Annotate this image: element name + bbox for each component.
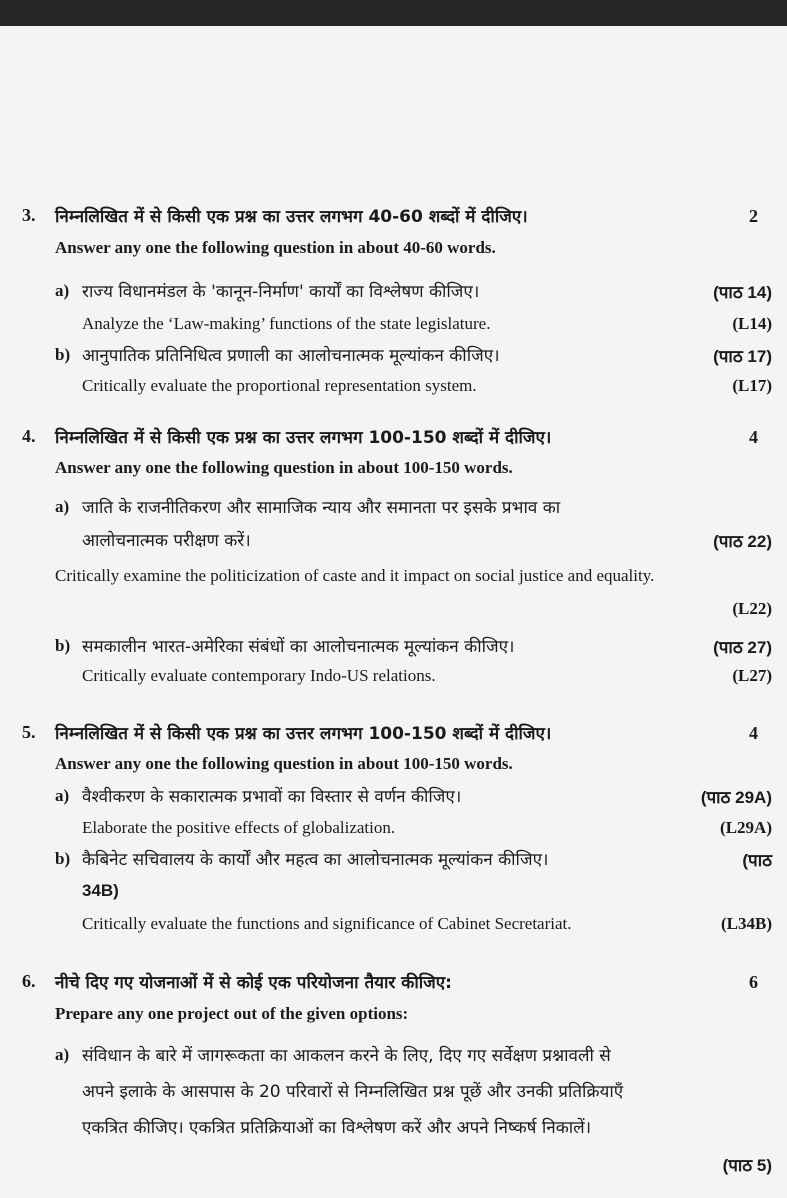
question-3-number: 3. (22, 205, 36, 225)
question-3-heading-hindi: निम्नलिखित में से किसी एक प्रश्न का उत्तर लगभग 40-60 शब्दों में दीजिए। (55, 207, 528, 227)
q6-option-a-hindi-line3: एकत्रित कीजिए। एकत्रित प्रतिक्रियाओं का विश्लेषण करें और अपने निष्कर्ष निकालें। (82, 1118, 592, 1138)
q3-option-a-english: Analyze the ‘Law-making’ functions of the state legislature. (82, 314, 491, 333)
top-dark-band (0, 0, 787, 26)
q3-option-b-ref-hindi: (पाठ 17) (713, 347, 772, 366)
q3-option-b-label: b) (55, 345, 71, 364)
question-6-heading-english: Prepare any one project out of the given options: (55, 1004, 409, 1023)
question-5-marks: 4 (749, 723, 758, 743)
question-4-number: 4. (22, 426, 36, 446)
q4-option-a-english: Critically examine the politicization of caste and it impact on social justice and equality. (55, 566, 655, 585)
q5-option-b-english: Critically evaluate the functions and significance of Cabinet Secretariat. (82, 914, 572, 933)
question-3-marks: 2 (749, 206, 758, 226)
q5-option-b-hindi: कैबिनेट सचिवालय के कार्यों और महत्व का आलोचनात्मक मूल्यांकन कीजिए। (82, 850, 549, 870)
q6-option-a-label: a) (55, 1045, 70, 1064)
q5-option-a-ref-hindi: (पाठ 29A) (700, 788, 772, 807)
q3-option-b-english: Critically evaluate the proportional representation system. (82, 376, 477, 395)
q4-option-a-hindi-line2: आलोचनात्मक परीक्षण करें। (82, 531, 251, 551)
question-6-number: 6. (22, 971, 36, 991)
q5-option-b-ref-english: (L34B) (721, 914, 772, 933)
question-6-heading-hindi: नीचे दिए गए योजनाओं में से कोई एक परियोजना तैयार कीजिए: (55, 973, 452, 993)
q4-option-a-label: a) (55, 497, 70, 516)
question-3-heading-english: Answer any one the following question in about 40-60 words. (55, 238, 496, 257)
q5-option-a-english: Elaborate the positive effects of globalization. (82, 818, 396, 837)
q5-option-a-ref-english: (L29A) (720, 818, 772, 837)
q5-option-b-ref-hindi-part2: 34B) (82, 881, 119, 900)
question-5-heading-hindi: निम्नलिखित में से किसी एक प्रश्न का उत्तर लगभग 100-150 शब्दों में दीजिए। (55, 724, 552, 744)
q4-option-b-ref-english: (L27) (732, 666, 772, 685)
question-4-marks: 4 (749, 427, 758, 447)
q3-option-b-hindi: आनुपातिक प्रतिनिधित्व प्रणाली का आलोचनात्मक मूल्यांकन कीजिए। (82, 346, 500, 366)
q5-option-a-label: a) (55, 786, 70, 805)
q5-option-a-hindi: वैश्वीकरण के सकारात्मक प्रभावों का विस्तार से वर्णन कीजिए। (82, 787, 462, 807)
q5-option-b-ref-hindi-part1: (पाठ (742, 851, 772, 870)
question-4-heading-english: Answer any one the following question in about 100-150 words. (55, 458, 513, 477)
question-6-marks: 6 (749, 972, 758, 992)
q4-option-b-ref-hindi: (पाठ 27) (713, 638, 772, 657)
q6-option-a-ref-hindi: (पाठ 5) (722, 1156, 772, 1175)
question-5-heading-english: Answer any one the following question in about 100-150 words. (55, 754, 513, 773)
q5-option-b-label: b) (55, 849, 71, 868)
q4-option-b-english: Critically evaluate contemporary Indo-US relations. (82, 666, 436, 685)
q4-option-b-label: b) (55, 636, 71, 655)
q6-option-a-hindi-line1: संविधान के बारे में जागरूकता का आकलन करने के लिए, दिए गए सर्वेक्षण प्रश्नावली से (82, 1046, 611, 1066)
q3-option-a-hindi: राज्य विधानमंडल के 'कानून-निर्माण' कार्यों का विश्लेषण कीजिए। (82, 282, 480, 302)
q3-option-a-ref-english: (L14) (732, 314, 772, 333)
q4-option-a-ref-english: (L22) (732, 599, 772, 618)
q4-option-a-ref-hindi: (पाठ 22) (713, 532, 772, 551)
q4-option-b-hindi: समकालीन भारत-अमेरिका संबंधों का आलोचनात्मक मूल्यांकन कीजिए। (82, 637, 515, 657)
q3-option-a-ref-hindi: (पाठ 14) (713, 283, 772, 302)
q4-option-a-hindi-line1: जाति के राजनीतिकरण और सामाजिक न्याय और समानता पर इसके प्रभाव का (82, 498, 561, 518)
q6-option-a-hindi-line2: अपने इलाके के आसपास के 20 परिवारों से निम्नलिखित प्रश्न पूछें और उनकी प्रतिक्रियाएँ (82, 1082, 624, 1102)
q3-option-a-label: a) (55, 281, 70, 300)
question-4-heading-hindi: निम्नलिखित में से किसी एक प्रश्न का उत्तर लगभग 100-150 शब्दों में दीजिए। (55, 428, 552, 448)
question-5-number: 5. (22, 722, 36, 742)
q3-option-b-ref-english: (L17) (732, 376, 772, 395)
